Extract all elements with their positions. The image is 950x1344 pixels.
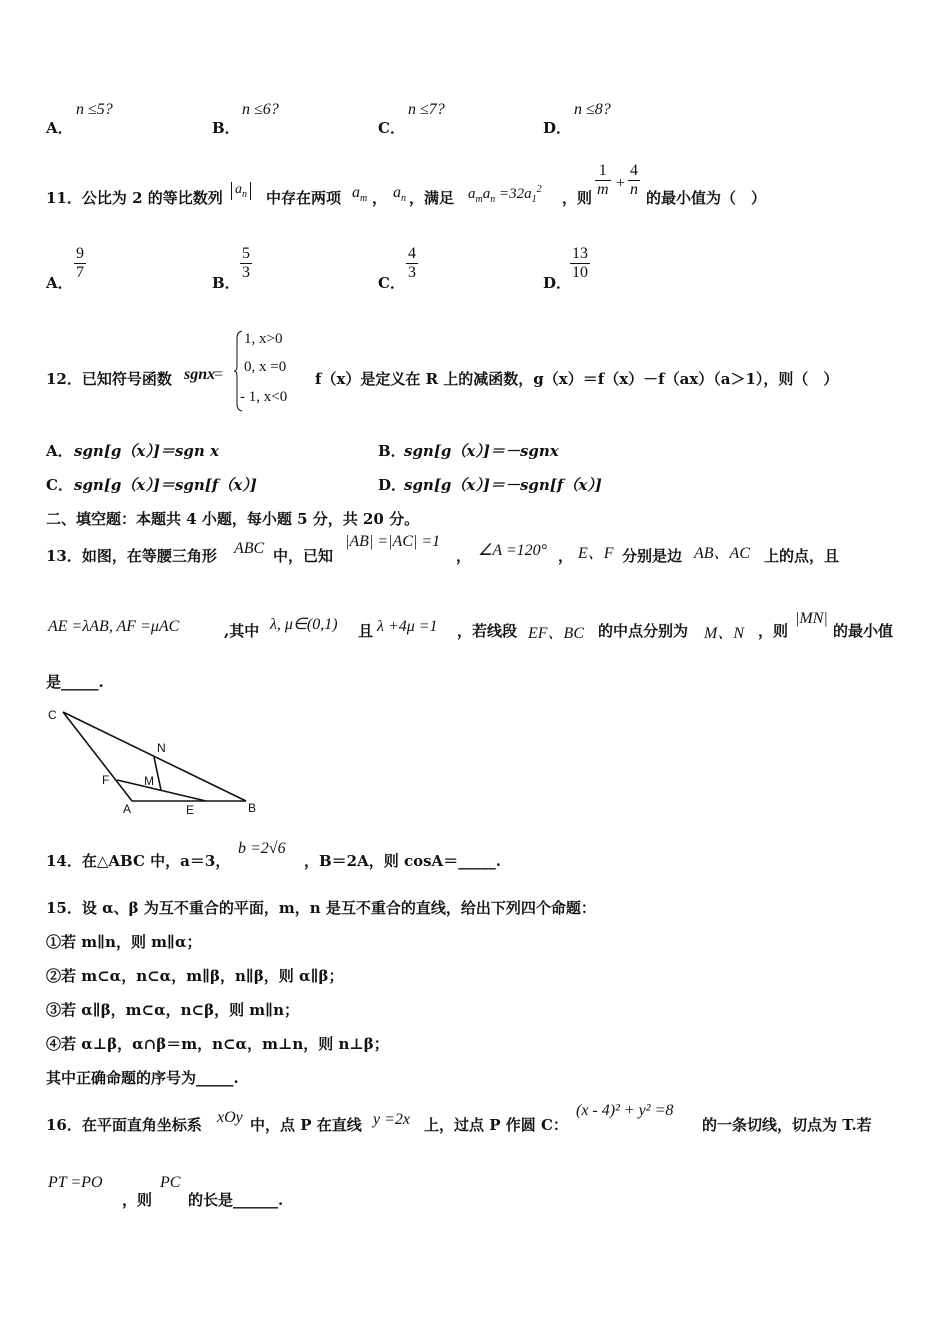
- q11-am: $a_m$: [352, 184, 368, 205]
- q12-option-d-label: D．: [378, 476, 407, 494]
- q13-line2-t1: ,其中: [224, 622, 260, 640]
- q11-option-a-fraction: $\frac{9}{7}$: [76, 245, 84, 281]
- q16-circle: (x - 4)² + y² =8: [576, 1102, 674, 1119]
- q14-prefix: 14．在△ABC 中，a＝3，: [46, 852, 231, 870]
- q13-abs-cond: |AB| =|AC| =1: [345, 533, 441, 550]
- q13-line2-expr: AE =λAB, AF =μAC: [48, 618, 180, 635]
- label-m: M: [144, 774, 154, 788]
- q13-line2-t5: ，则: [758, 622, 789, 640]
- label-a: A: [123, 802, 132, 816]
- q16-prefix: 16．在平面直角坐标系: [46, 1116, 202, 1134]
- q12-prefix: 12．已知符号函数: [46, 370, 172, 388]
- q16-t5: 的长是______.: [188, 1191, 284, 1209]
- q11-comma: ，: [372, 189, 388, 207]
- q13-line2-t3: ，若线段: [457, 622, 518, 640]
- label-e: E: [186, 803, 195, 817]
- q11-plus: +: [616, 175, 626, 192]
- q11-prefix: 11．公比为 2 的等比数列: [46, 189, 223, 207]
- q13-triangle-figure: [40, 700, 280, 822]
- q15-ending: 其中正确命题的序号为_____.: [46, 1069, 239, 1087]
- q13-abac: AB、AC: [694, 545, 750, 562]
- q12-option-d-text: sgn[g（x）]＝－sgn[f（x）]: [404, 476, 602, 494]
- q11-mid2: ，满足: [409, 189, 455, 207]
- q16-cond: PT =PO: [48, 1174, 103, 1191]
- q11-option-d-fraction: $\frac{13}{10}$: [572, 245, 588, 281]
- q11-mid1: 中存在两项: [266, 189, 342, 207]
- q11-seq: $a_n$: [231, 182, 251, 200]
- q10-option-d-expr: n ≤8?: [574, 101, 611, 118]
- q12-option-b-label: B．: [378, 442, 406, 460]
- q14-b-expr: b =2√6: [238, 840, 286, 857]
- q16-t4: ，则: [122, 1191, 153, 1209]
- q13-line1-prefix: 13．如图，在等腰三角形: [46, 547, 217, 565]
- q16-t1: 中，点 P 在直线: [250, 1116, 362, 1134]
- q11-option-d-label: D．: [543, 274, 572, 292]
- q12-option-a-text: sgn[g（x）]＝sgn x: [74, 442, 219, 460]
- label-n: N: [157, 741, 166, 755]
- q11-option-a-label: A．: [46, 274, 73, 292]
- q10-option-d-label: D．: [543, 119, 572, 137]
- q11-suffix: 的最小值为（ ）: [646, 189, 767, 207]
- q12-option-b-text: sgn[g（x）]＝－sgnx: [404, 442, 559, 460]
- q12-suffix: f（x）是定义在 R 上的减函数，g（x）＝f（x）－f（ax）（a＞1），则（ ）: [315, 370, 839, 388]
- q15-item-2: ②若 m⊂α，n⊂α，m∥β，n∥β，则 α∥β；: [46, 967, 344, 985]
- q13-line2-t4: 的中点分别为: [598, 622, 689, 640]
- q10-option-a-label: A．: [46, 119, 73, 137]
- q11-option-b-fraction: $\frac{5}{3}$: [242, 245, 250, 281]
- q15-item-3: ③若 α∥β，m⊂α，n⊂β，则 m∥n；: [46, 1001, 300, 1019]
- q11-an: $a_n$: [393, 184, 406, 205]
- q16-pc: PC: [160, 1174, 181, 1191]
- q13-line2-cond: λ +4μ =1: [377, 618, 438, 635]
- q13-abc: ABC: [234, 540, 265, 557]
- q13-ef: E、F: [578, 545, 614, 562]
- q12-sgnx: sgnx: [184, 366, 216, 383]
- q10-option-a-expr: n ≤5?: [76, 101, 113, 118]
- q12-case-3: - 1, x<0: [240, 389, 288, 405]
- q13-line2-t6: 的最小值: [833, 622, 894, 640]
- q15-item-1: ①若 m∥n，则 m∥α；: [46, 933, 202, 951]
- q12-option-c-label: C．: [46, 476, 73, 494]
- q12-case-1: 1, x>0: [244, 331, 283, 347]
- q10-option-b-expr: n ≤6?: [242, 101, 279, 118]
- label-f: F: [102, 773, 110, 787]
- q11-option-c-label: C．: [378, 274, 405, 292]
- q13-line2-absmn: |MN|: [795, 610, 828, 627]
- q13-comma: ，: [456, 547, 472, 565]
- q15-item-4: ④若 α⊥β，α∩β＝m，n⊂α，m⊥n，则 n⊥β；: [46, 1035, 389, 1053]
- q11-mid3: ，则: [562, 189, 593, 207]
- q10-option-c-label: C．: [378, 119, 405, 137]
- q11-condition: $a_ma_n =32a_1^2$: [468, 184, 542, 205]
- q16-xoy: xOy: [217, 1109, 243, 1126]
- q12-eq: =: [214, 366, 224, 383]
- q13-line2-mn: M、N: [704, 625, 745, 642]
- q10-option-b-label: B．: [212, 119, 240, 137]
- q10-option-c-expr: n ≤7?: [408, 101, 445, 118]
- q13-line2-efbc: EF、BC: [528, 625, 584, 642]
- q11-fraction-4-over-n: $\frac{4}{n}$: [630, 162, 638, 198]
- q11-fraction-1-over-m: $\frac{1}{m}$: [597, 162, 609, 198]
- q15-stem: 15．设 α、β 为互不重合的平面，m，n 是互不重合的直线，给出下列四个命题：: [46, 899, 596, 917]
- q12-case-2: 0, x =0: [244, 359, 287, 375]
- q13-line2-lm: λ, μ∈(0,1): [270, 616, 338, 633]
- q13-line1-suffix: 上的点，且: [764, 547, 840, 565]
- segment-ca: [63, 712, 132, 801]
- label-b: B: [248, 801, 257, 815]
- q12-option-c-text: sgn[g（x）]＝sgn[f（x）]: [74, 476, 257, 494]
- q11-option-c-fraction: $\frac{4}{3}$: [408, 245, 416, 281]
- q16-t2: 上，过点 P 作圆 C：: [424, 1116, 568, 1134]
- q11-option-b-label: B．: [212, 274, 240, 292]
- q13-line1-mid2: 分别是边: [622, 547, 683, 565]
- q12-option-a-label: A．: [46, 442, 73, 460]
- q13-comma-2: ，: [558, 547, 574, 565]
- q13-line2-t2: 且: [358, 622, 374, 640]
- segment-nm: [154, 757, 161, 790]
- label-c: C: [48, 708, 57, 722]
- q16-t3: 的一条切线，切点为 T.若: [702, 1116, 872, 1134]
- section-2-heading: 二、填空题：本题共 4 小题，每小题 5 分，共 20 分。: [46, 510, 420, 528]
- q16-line: y =2x: [373, 1111, 410, 1128]
- q13-line1-mid: 中，已知: [273, 547, 334, 565]
- q13-angle: ∠A =120°: [478, 542, 548, 559]
- segment-cb: [63, 712, 246, 801]
- q14-suffix: ，B＝2A，则 cosA＝_____.: [304, 852, 501, 870]
- q13-line3: 是_____.: [46, 673, 104, 691]
